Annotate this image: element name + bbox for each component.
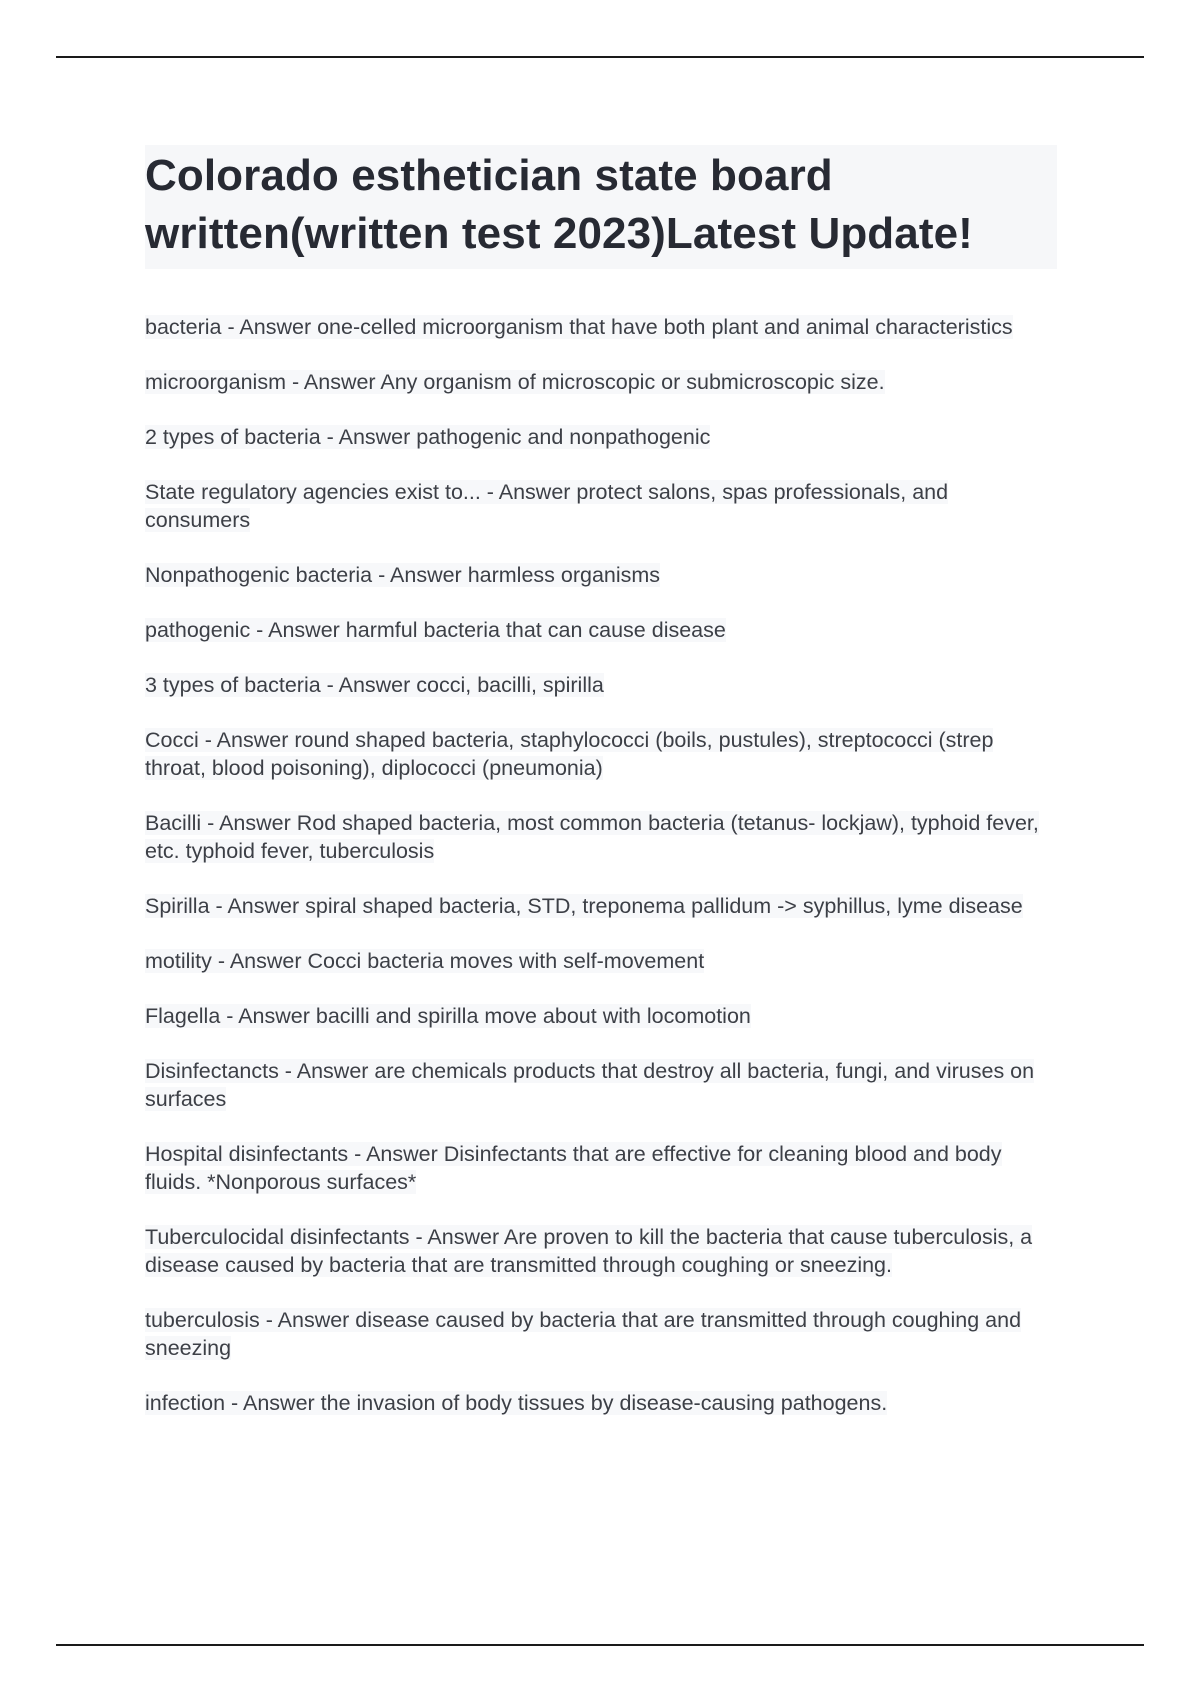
qa-entry [145, 1223, 1057, 1279]
qa-entry [145, 1389, 1057, 1417]
qa-entry-text: Spirilla - Answer spiral shaped bacteria, STD, treponema pallidum -> syphillus, lyme disease [145, 894, 1023, 918]
bottom-rule [56, 1644, 1144, 1646]
qa-entry-text: Hospital disinfectants - Answer Disinfectants that are effective for cleaning blood and body fluids. *Nonporous surfaces* [145, 1142, 1002, 1194]
qa-entry [145, 892, 1057, 920]
qa-entry [145, 1057, 1057, 1113]
qa-entry-text: Disinfectancts - Answer are chemicals products that destroy all bacteria, fungi, and viruses on surfaces [145, 1059, 1035, 1111]
qa-entry [145, 616, 1057, 644]
top-rule [56, 56, 1144, 58]
qa-entry [145, 1002, 1057, 1030]
qa-entry [145, 726, 1057, 782]
qa-entry-text: State regulatory agencies exist to... - Answer protect salons, spas professionals, and consumers [145, 480, 949, 532]
page-title: Colorado esthetician state board written(written test 2023)Latest Update! [145, 145, 1057, 269]
qa-entry [145, 947, 1057, 975]
qa-entry-text: 3 types of bacteria - Answer cocci, bacilli, spirilla [145, 673, 604, 697]
qa-entry-text: microorganism - Answer Any organism of microscopic or submicroscopic size. [145, 370, 885, 394]
qa-entry [145, 368, 1057, 396]
qa-entry-text: Bacilli - Answer Rod shaped bacteria, most common bacteria (tetanus- lockjaw), typhoid fever, etc. typhoid fever, tuberculosis [145, 811, 1039, 863]
qa-entry-text: Tuberculocidal disinfectants - Answer Are proven to kill the bacteria that cause tuberculosis, a disease caused by bacteria that are transmitted through coughing or sneezing. [145, 1225, 1033, 1277]
qa-entry-text: bacteria - Answer one-celled microorganism that have both plant and animal characteristics [145, 315, 1013, 339]
qa-entry-text: Nonpathogenic bacteria - Answer harmless organisms [145, 563, 661, 587]
qa-list [145, 313, 1057, 1444]
qa-entry [145, 1306, 1057, 1362]
qa-entry [145, 313, 1057, 341]
qa-entry-text: infection - Answer the invasion of body tissues by disease-causing pathogens. [145, 1391, 888, 1415]
qa-entry [145, 423, 1057, 451]
qa-entry-text: motility - Answer Cocci bacteria moves with self-movement [145, 949, 705, 973]
qa-entry [145, 1140, 1057, 1196]
qa-entry-text: 2 types of bacteria - Answer pathogenic and nonpathogenic [145, 425, 711, 449]
document-body [145, 145, 1057, 1415]
qa-entry [145, 809, 1057, 865]
qa-entry [145, 478, 1057, 534]
qa-entry [145, 561, 1057, 589]
qa-entry [145, 671, 1057, 699]
qa-entry-text: Flagella - Answer bacilli and spirilla move about with locomotion [145, 1004, 751, 1028]
qa-entry-text: tuberculosis - Answer disease caused by bacteria that are transmitted through coughing and sneezing [145, 1308, 1022, 1360]
qa-entry-text: Cocci - Answer round shaped bacteria, staphylococci (boils, pustules), streptococci (strep throat, blood poisoning), diplococci (pneumonia) [145, 728, 994, 780]
qa-entry-text: pathogenic - Answer harmful bacteria that can cause disease [145, 618, 726, 642]
